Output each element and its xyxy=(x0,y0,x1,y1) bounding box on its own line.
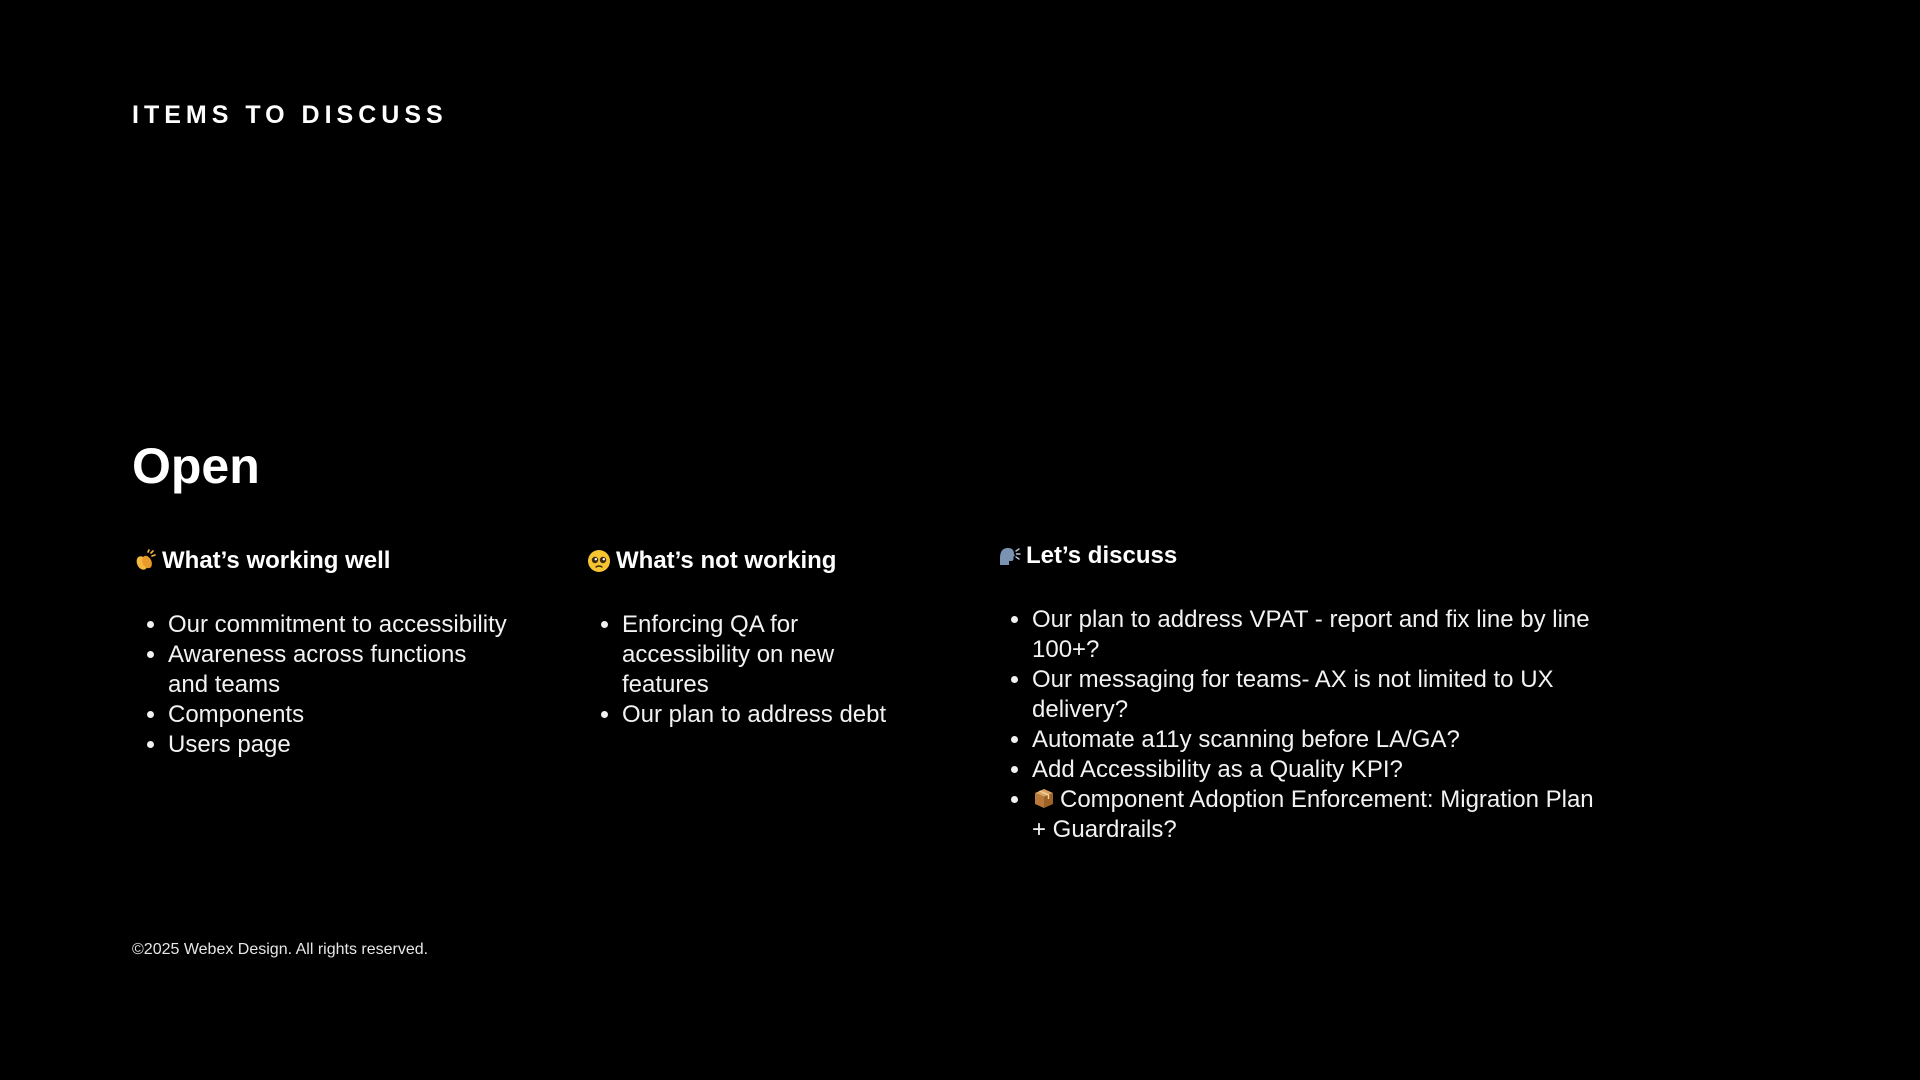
list-item: • Our plan to address VPAT - report and fix line by line 100+? xyxy=(1032,605,1596,665)
column-heading xyxy=(996,539,1596,573)
list-item: • Awareness across functions and teams xyxy=(168,640,512,700)
list-item: • Components xyxy=(168,700,512,730)
column-lets-discuss xyxy=(996,539,1596,845)
list-item: • Our plan to address debt xyxy=(622,700,916,730)
column-heading-text: Let’s discuss xyxy=(1026,542,1178,569)
slide-title: Open xyxy=(132,438,260,494)
pleading-face-icon xyxy=(586,548,612,574)
speaking-head-icon xyxy=(996,543,1022,569)
bullet-list xyxy=(132,610,512,760)
copyright-footer: ©2025 Webex Design. All rights reserved. xyxy=(132,941,429,958)
clapping-hands-icon xyxy=(132,548,158,574)
list-item: • Our messaging for teams- AX is not limited to UX delivery? xyxy=(1032,665,1596,725)
list-item xyxy=(1032,785,1596,845)
bullet-list xyxy=(996,605,1596,845)
bullet-list xyxy=(586,610,916,730)
column-heading-text: What’s not working xyxy=(616,547,837,574)
column-heading-text: What’s working well xyxy=(162,547,391,574)
list-item: • Our commitment to accessibility xyxy=(168,610,512,640)
list-item: • Automate a11y scanning before LA/GA? xyxy=(1032,725,1596,755)
column-heading xyxy=(132,544,512,578)
column-not-working xyxy=(586,544,916,730)
list-item-text: Component Adoption Enforcement: Migration Plan + Guardrails? xyxy=(1032,786,1594,843)
column-working-well xyxy=(132,544,512,760)
column-heading xyxy=(586,544,916,578)
slide-eyebrow: ITEMS TO DISCUSS xyxy=(132,101,448,129)
package-icon xyxy=(1032,786,1056,810)
list-item: • Add Accessibility as a Quality KPI? xyxy=(1032,755,1596,785)
list-item: • Users page xyxy=(168,730,512,760)
list-item: • Enforcing QA for accessibility on new features xyxy=(622,610,916,700)
